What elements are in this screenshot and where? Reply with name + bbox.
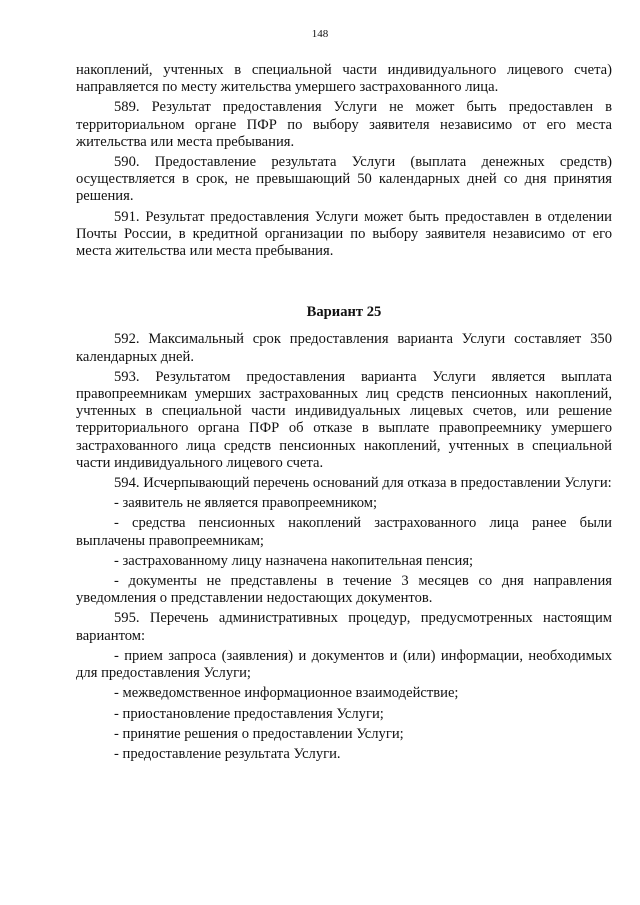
page-number: 148 — [311, 28, 329, 40]
list-item: - предоставление результата Услуги. — [114, 745, 341, 762]
list-item: - заявитель не является правопреемником; — [114, 495, 378, 512]
list-item: - принятие решения о предоставлении Услуги; — [114, 725, 404, 742]
list-item: - прием запроса (заявления) и документов и (или) информации, необходимых для предоставления Услуги; — [76, 647, 612, 682]
paragraph-continuation: накоплений, учтенных в специальной части индивидуального лицевого счета) направляется по месту жительства умершего застрахованного лица. — [76, 62, 612, 96]
paragraph-593: 593. Результатом предоставления варианта Услуги является выплата правопреемникам умерших застрахованных лиц средств пенсионных накоплений, учтенных в специальной части индивидуальных лицевых счетов, или решение территориального органа ПФР об отказе в выплате правопреемнику умершего застрахованного лица средств пенсионных накоплений, учтенных в специальной части индивидуального лицевого счета. — [76, 368, 612, 471]
paragraph-594: 594. Исчерпывающий перечень оснований для отказа в предоставлении Услуги: — [114, 475, 612, 492]
list-item: - средства пенсионных накоплений застрахованного лица ранее были выплачены правопреемникам; — [76, 515, 612, 549]
list-item: - документы не представлены в течение 3 месяцев со дня направления уведомления о представлении недостающих документов. — [76, 573, 612, 607]
section-heading: Вариант 25 — [306, 304, 382, 321]
list-item: - приостановление предоставления Услуги; — [114, 705, 384, 722]
paragraph-592: 592. Максимальный срок предоставления варианта Услуги составляет 350 календарных дней. — [76, 331, 612, 365]
list-item: - межведомственное информационное взаимодействие; — [114, 685, 459, 702]
document-body — [76, 62, 612, 763]
paragraph-589: 589. Результат предоставления Услуги не может быть предоставлен в территориальном органе ПФР по выбору заявителя независимо от его места жительства или места пребывания. — [76, 99, 612, 150]
paragraph-590: 590. Предоставление результата Услуги (выплата денежных средств) осуществляется в срок, не превышающий 50 календарных дней со дня принятия решения. — [76, 154, 612, 205]
paragraph-591: 591. Результат предоставления Услуги может быть предоставлен в отделении Почты России, в кредитной организации по выбору заявителя независимо от его места жительства или места пребывания. — [76, 208, 612, 260]
list-item: - застрахованному лицу назначена накопительная пенсия; — [114, 552, 474, 569]
paragraph-595: 595. Перечень административных процедур, предусмотренных настоящим вариантом: — [76, 610, 612, 644]
